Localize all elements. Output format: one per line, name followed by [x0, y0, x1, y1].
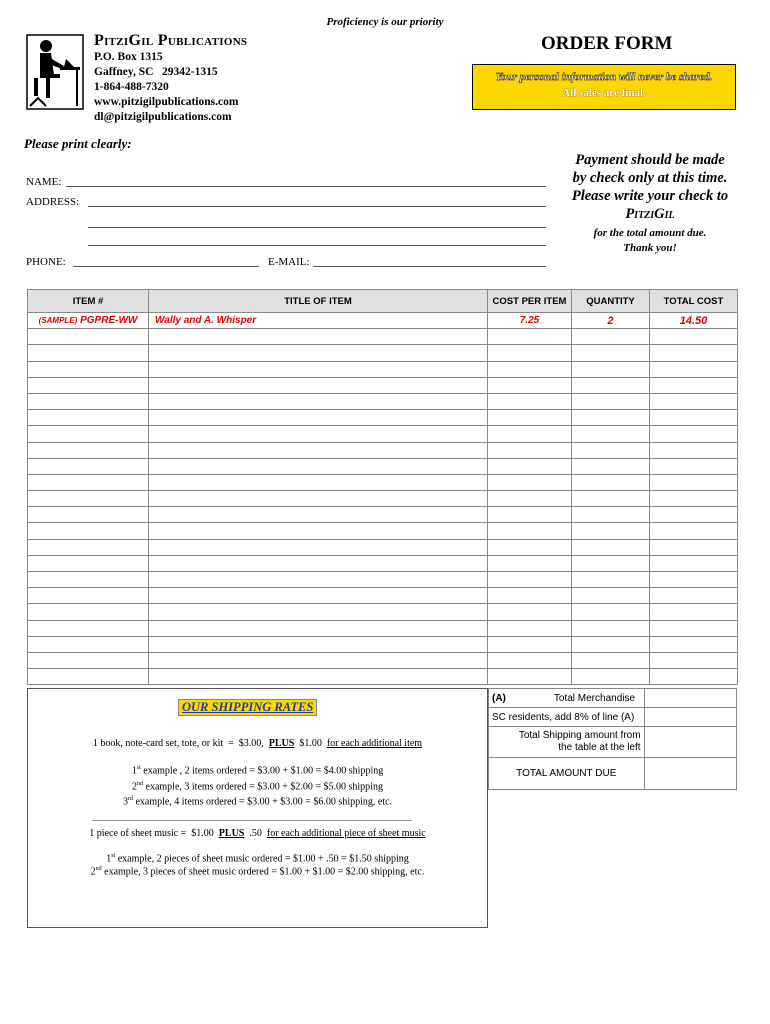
quantity-cell[interactable] [572, 588, 650, 604]
shipping-total-label [489, 727, 645, 758]
shipping-total-row [489, 727, 737, 758]
total-cell[interactable] [650, 329, 738, 345]
cost-cell[interactable] [488, 426, 572, 442]
quantity-cell[interactable] [572, 361, 650, 377]
name-label: NAME: [26, 176, 62, 188]
company-name: PitziGil Publications [94, 32, 248, 49]
total-due-field[interactable] [644, 758, 736, 790]
quantity-cell[interactable] [572, 572, 650, 588]
quantity-cell[interactable] [572, 555, 650, 571]
sample-row [28, 313, 738, 329]
total-cell[interactable] [650, 539, 738, 555]
item-number-cell[interactable] [28, 491, 149, 507]
rate2-plus: PLUS [218, 828, 245, 839]
cost-cell[interactable] [488, 539, 572, 555]
city-state-zip: Gaffney, SC 29342-1315 [94, 66, 218, 78]
item-number-cell[interactable] [28, 442, 149, 458]
total-cell[interactable] [650, 620, 738, 636]
payment-line-3: Please write your check to [571, 188, 729, 204]
mex2-text: example, 3 pieces of sheet music ordered = $1.00 + $1.00 = $2.00 shipping, etc. [104, 866, 425, 878]
cost-cell[interactable] [488, 491, 572, 507]
item-number-cell[interactable] [28, 604, 149, 620]
title-cell[interactable] [149, 474, 488, 490]
total-due-label: TOTAL AMOUNT DUE [489, 758, 645, 790]
item-number-cell[interactable] [28, 393, 149, 409]
ship-line-1: Total Shipping amount from [518, 730, 641, 741]
sample-total: 14.50 [650, 313, 738, 329]
mex1-text: example, 2 pieces of sheet music ordered = $1.00 + .50 = $1.50 shipping [117, 853, 409, 865]
cost-cell[interactable] [488, 442, 572, 458]
rate1-plus: PLUS [268, 738, 295, 749]
tagline: Proficiency is our priority [326, 16, 444, 28]
cost-cell[interactable] [488, 393, 572, 409]
header-item-number: ITEM # [28, 290, 149, 313]
total-cell[interactable] [650, 458, 738, 474]
quantity-cell[interactable] [572, 652, 650, 668]
table-row [28, 523, 738, 539]
quantity-cell[interactable] [572, 523, 650, 539]
table-row [28, 491, 738, 507]
company-email: dl@pitzigilpublications.com [94, 111, 232, 123]
total-cell[interactable] [650, 588, 738, 604]
payment-line-2: by check only at this time. [572, 170, 728, 186]
title-cell[interactable] [149, 458, 488, 474]
payment-line-4: for the total amount due. [593, 227, 707, 239]
table-row [28, 329, 738, 345]
table-header-row [28, 290, 738, 313]
total-cell[interactable] [650, 491, 738, 507]
table-row [28, 458, 738, 474]
cost-cell[interactable] [488, 620, 572, 636]
title-cell[interactable] [149, 572, 488, 588]
ship-line-2: the table at the left [558, 742, 641, 753]
total-cell[interactable] [650, 555, 738, 571]
item-number-cell[interactable] [28, 410, 149, 426]
table-row [28, 410, 738, 426]
item-example-1 [27, 765, 488, 776]
table-row [28, 426, 738, 442]
line-a-label: (A) [492, 692, 506, 704]
sup-2: nd [137, 781, 144, 787]
privacy-notice [472, 64, 736, 110]
total-cell[interactable] [650, 410, 738, 426]
table-row [28, 636, 738, 652]
sc-tax-row [489, 708, 737, 727]
mord-1: 1 [106, 853, 112, 865]
shipping-total-field[interactable] [644, 727, 736, 758]
email-label: E-MAIL: [268, 256, 310, 268]
item-number-cell[interactable] [28, 329, 149, 345]
item-number-cell[interactable] [28, 523, 149, 539]
item-number-cell[interactable] [28, 377, 149, 393]
title-cell[interactable] [149, 410, 488, 426]
quantity-cell[interactable] [572, 474, 650, 490]
name-field[interactable] [66, 186, 546, 187]
total-cell[interactable] [650, 474, 738, 490]
header-title: TITLE OF ITEM [149, 290, 488, 313]
totals-table [488, 688, 737, 790]
po-box: P.O. Box 1315 [94, 51, 163, 63]
sc-tax-field[interactable] [644, 708, 736, 727]
total-cell[interactable] [650, 426, 738, 442]
table-row [28, 604, 738, 620]
header-quantity: QUANTITY [572, 290, 650, 313]
quantity-cell[interactable] [572, 636, 650, 652]
ex2-text: example, 3 items ordered = $3.00 + $2.00 = $5.00 shipping [145, 781, 383, 793]
quantity-cell[interactable] [572, 507, 650, 523]
quantity-cell[interactable] [572, 620, 650, 636]
item-number-cell[interactable] [28, 652, 149, 668]
item-number-cell[interactable] [28, 669, 149, 685]
payment-line-1: Payment should be made [575, 152, 725, 168]
header-cost-per-item: COST PER ITEM [488, 290, 572, 313]
company-address [94, 50, 238, 125]
msup-2: nd [95, 866, 102, 872]
item-number-cell[interactable] [28, 345, 149, 361]
rate1-c: for each additional item [326, 738, 423, 749]
item-shipping-rate [27, 738, 488, 749]
table-row [28, 588, 738, 604]
cost-cell[interactable] [488, 329, 572, 345]
total-merchandise-label [489, 689, 645, 708]
quantity-cell[interactable] [572, 377, 650, 393]
quantity-cell[interactable] [572, 491, 650, 507]
cost-cell[interactable] [488, 636, 572, 652]
table-row [28, 377, 738, 393]
company-phone: 1-864-488-7320 [94, 81, 169, 93]
quantity-cell[interactable] [572, 426, 650, 442]
table-row [28, 669, 738, 685]
sample-cost: 7.25 [488, 313, 572, 329]
payment-line-5: Thank you! [623, 242, 677, 254]
quantity-cell[interactable] [572, 442, 650, 458]
payment-instructions [560, 151, 740, 256]
phone-label: PHONE: [26, 256, 66, 268]
total-cell[interactable] [650, 572, 738, 588]
rate1-a: 1 book, note-card set, tote, or kit = $3.00, [92, 738, 269, 749]
rate2-b: .50 [244, 828, 267, 839]
order-items-table [27, 289, 738, 685]
shipping-rates-title: OUR SHIPPING RATES [178, 699, 317, 716]
table-row [28, 442, 738, 458]
total-cell[interactable] [650, 669, 738, 685]
item-number-cell[interactable] [28, 507, 149, 523]
title-cell[interactable] [149, 345, 488, 361]
title-cell[interactable] [149, 555, 488, 571]
rate1-b: $1.00 [294, 738, 327, 749]
company-website: www.pitzigilpublications.com [94, 96, 239, 108]
sup-3: rd [127, 796, 133, 802]
cost-cell[interactable] [488, 652, 572, 668]
title-cell[interactable] [149, 507, 488, 523]
table-row [28, 555, 738, 571]
cost-cell[interactable] [488, 669, 572, 685]
person-at-desk-logo [26, 34, 84, 110]
rate2-a: 1 piece of sheet music = $1.00 [89, 828, 219, 839]
total-cell[interactable] [650, 377, 738, 393]
privacy-line: Your personal information will never be shared. [495, 71, 713, 83]
title-cell[interactable] [149, 491, 488, 507]
item-example-3 [27, 796, 488, 807]
sc-tax-label: SC residents, add 8% of line (A) [489, 708, 645, 727]
cost-cell[interactable] [488, 410, 572, 426]
title-cell[interactable] [149, 377, 488, 393]
item-example-2 [27, 781, 488, 792]
rate2-c: for each additional piece of sheet music [266, 828, 426, 839]
item-number-cell[interactable] [28, 588, 149, 604]
shipping-rates-box [27, 688, 488, 928]
table-row [28, 507, 738, 523]
item-number-cell[interactable] [28, 458, 149, 474]
table-row [28, 652, 738, 668]
address-field-2[interactable] [88, 227, 546, 228]
sample-item-number: PGPRE-WW [80, 315, 138, 327]
title-cell[interactable] [149, 426, 488, 442]
cost-cell[interactable] [488, 507, 572, 523]
cost-cell[interactable] [488, 588, 572, 604]
item-number-cell[interactable] [28, 620, 149, 636]
cost-cell[interactable] [488, 604, 572, 620]
sample-tag: (SAMPLE) [38, 316, 78, 326]
total-due-row [489, 758, 737, 790]
quantity-cell[interactable] [572, 329, 650, 345]
header-total-cost: TOTAL COST [650, 290, 738, 313]
total-cell[interactable] [650, 507, 738, 523]
title-cell[interactable] [149, 361, 488, 377]
quantity-cell[interactable] [572, 458, 650, 474]
cost-cell[interactable] [488, 474, 572, 490]
cost-cell[interactable] [488, 523, 572, 539]
sample-title: Wally and A. Whisper [149, 313, 488, 329]
total-cell[interactable] [650, 361, 738, 377]
ex1-text: example , 2 items ordered = $3.00 + $1.00 = $4.00 shipping [143, 765, 384, 777]
total-cell[interactable] [650, 345, 738, 361]
quantity-cell[interactable] [572, 604, 650, 620]
title-cell[interactable] [149, 329, 488, 345]
table-row [28, 539, 738, 555]
ord-2: 2 [132, 781, 138, 793]
cost-cell[interactable] [488, 572, 572, 588]
music-example-2 [27, 866, 488, 877]
item-number-cell[interactable] [28, 636, 149, 652]
table-row [28, 474, 738, 490]
merch-text: Total Merchandise [553, 692, 636, 704]
quantity-cell[interactable] [572, 393, 650, 409]
item-number-cell[interactable] [28, 361, 149, 377]
ex3-text: example, 4 items ordered = $3.00 + $3.00 = $6.00 shipping, etc. [135, 796, 393, 808]
table-row [28, 572, 738, 588]
table-row [28, 393, 738, 409]
ord-3: 3 [122, 796, 128, 808]
total-merchandise-row [489, 689, 737, 708]
address-field-3[interactable] [88, 245, 546, 246]
please-print-label: Please print clearly: [24, 136, 132, 151]
sup-1: st [136, 765, 141, 771]
music-example-1 [27, 853, 488, 864]
divider [92, 820, 412, 821]
quantity-cell[interactable] [572, 669, 650, 685]
total-cell[interactable] [650, 442, 738, 458]
title-cell[interactable] [149, 393, 488, 409]
mord-2: 2 [90, 866, 96, 878]
item-number-cell[interactable] [28, 539, 149, 555]
sales-final-line: All sales are final. [562, 87, 646, 99]
title-cell[interactable] [149, 669, 488, 685]
quantity-cell[interactable] [572, 539, 650, 555]
title-cell[interactable] [149, 539, 488, 555]
total-cell[interactable] [650, 652, 738, 668]
title-cell[interactable] [149, 652, 488, 668]
email-field[interactable] [313, 266, 546, 267]
cost-cell[interactable] [488, 555, 572, 571]
cost-cell[interactable] [488, 345, 572, 361]
item-number-cell[interactable] [28, 426, 149, 442]
phone-field[interactable] [73, 266, 259, 267]
cost-cell[interactable] [488, 377, 572, 393]
table-row [28, 345, 738, 361]
total-cell[interactable] [650, 604, 738, 620]
title-cell[interactable] [149, 620, 488, 636]
music-shipping-rate [27, 828, 488, 839]
title-cell[interactable] [149, 442, 488, 458]
item-number-cell[interactable] [28, 474, 149, 490]
form-title: ORDER FORM [541, 33, 673, 54]
total-cell[interactable] [650, 636, 738, 652]
item-number-cell[interactable] [28, 572, 149, 588]
total-merchandise-field[interactable] [644, 689, 736, 708]
title-cell[interactable] [149, 588, 488, 604]
table-row [28, 361, 738, 377]
msup-1: st [111, 853, 116, 859]
cost-cell[interactable] [488, 361, 572, 377]
ord-1: 1 [131, 765, 137, 777]
title-cell[interactable] [149, 523, 488, 539]
total-cell[interactable] [650, 523, 738, 539]
title-cell[interactable] [149, 604, 488, 620]
sample-quantity: 2 [572, 313, 650, 329]
quantity-cell[interactable] [572, 410, 650, 426]
title-cell[interactable] [149, 636, 488, 652]
payee-name: PitziGil [625, 206, 675, 222]
total-cell[interactable] [650, 393, 738, 409]
quantity-cell[interactable] [572, 345, 650, 361]
item-number-cell[interactable] [28, 555, 149, 571]
sample-item-cell [28, 313, 149, 329]
table-row [28, 620, 738, 636]
address-field-1[interactable] [88, 206, 546, 207]
cost-cell[interactable] [488, 458, 572, 474]
address-label: ADDRESS: [26, 196, 80, 208]
